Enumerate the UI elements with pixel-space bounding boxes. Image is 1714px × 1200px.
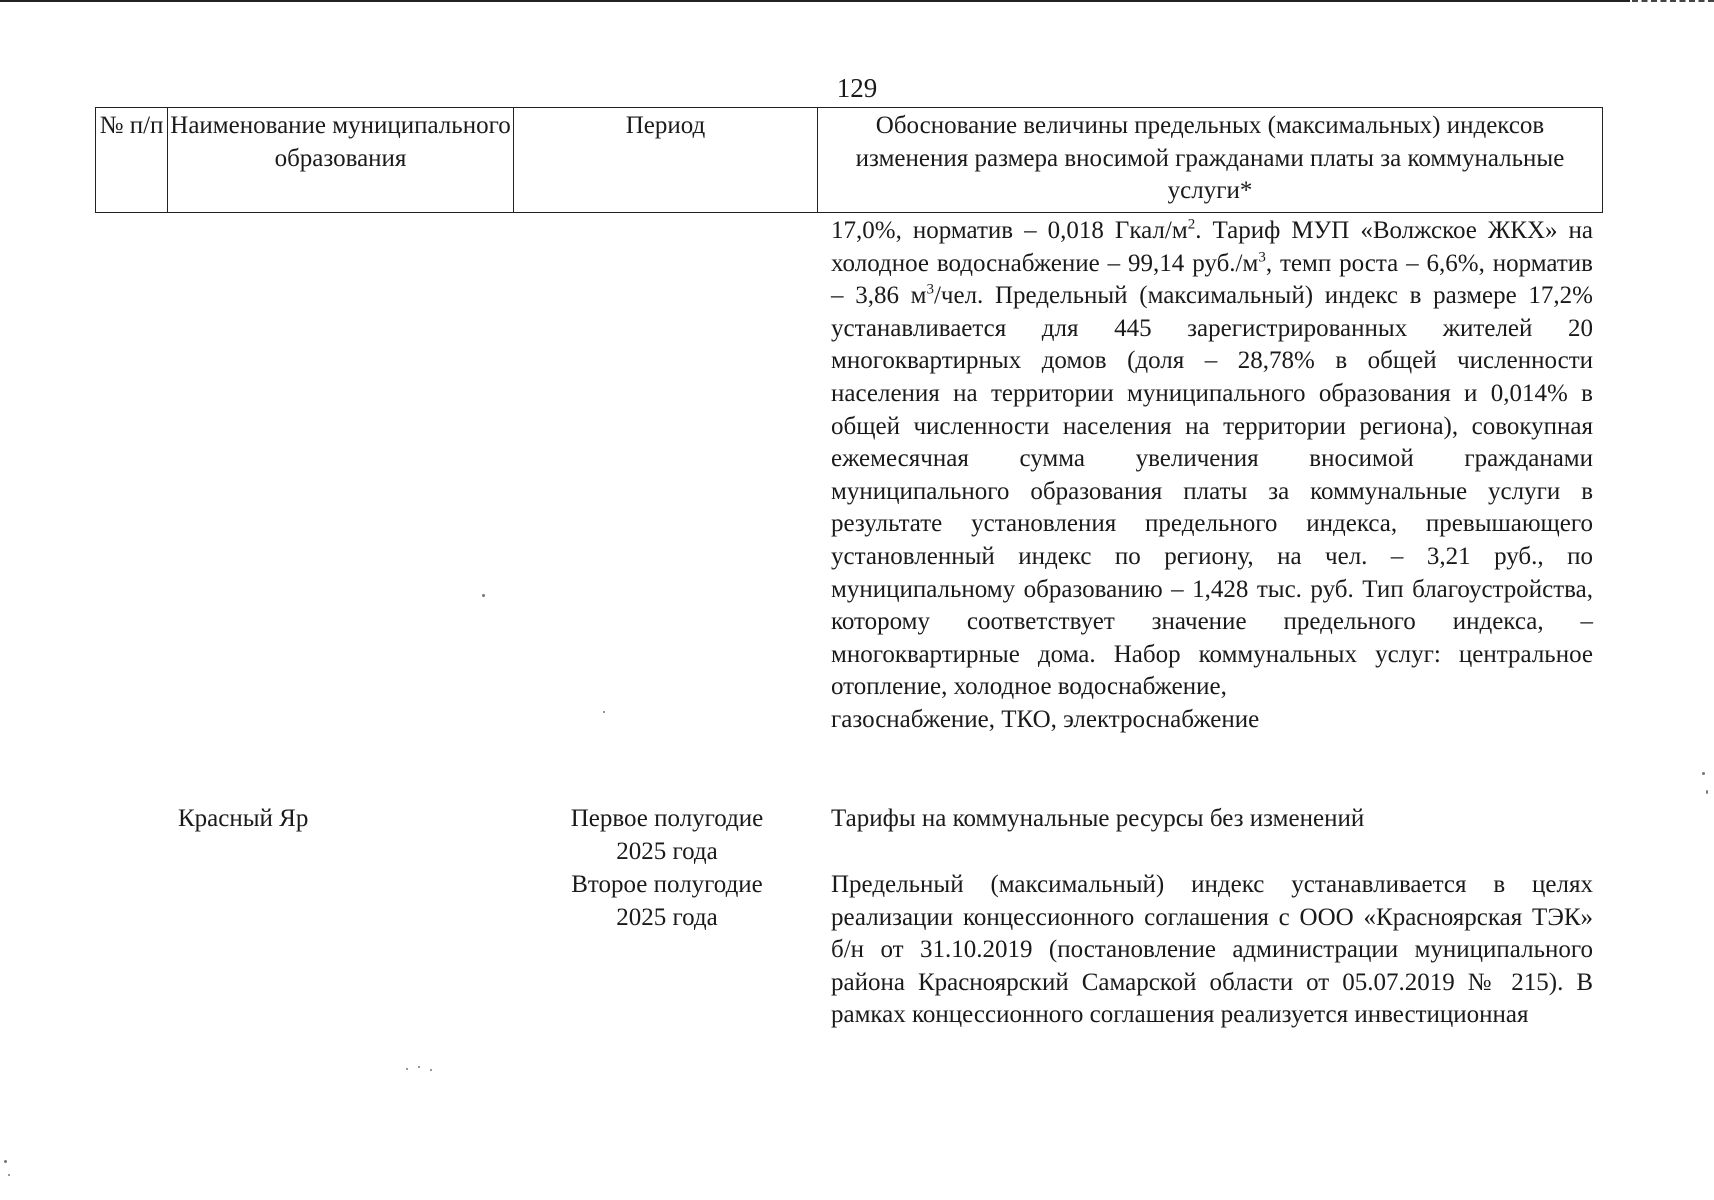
text-last-line: газоснабжение, ТКО, электроснабжение xyxy=(831,705,1260,733)
superscript: 3 xyxy=(1258,249,1266,266)
basis-first-half: Тарифы на коммунальные ресурсы без изменений xyxy=(831,805,1365,832)
basis-second-half: Предельный (максимальный) индекс устанавливается в целях реализации концессионного соглашения с ООО «Красноярская ТЭК» б/н от 31.10.2019 (постановление администрации муниципального района Красноярский Самарской области от 05.07.2019 № 215). В рамках концессионного соглашения реализуется инвестиционная xyxy=(831,871,1593,1029)
scan-speck xyxy=(418,1066,420,1068)
header-municipality: Наименование муниципального образования xyxy=(168,108,514,212)
superscript: 3 xyxy=(926,281,934,298)
scan-speck xyxy=(1702,772,1705,775)
top-scan-edge-dashed xyxy=(1632,0,1714,2)
table-header xyxy=(95,107,1603,213)
period-first-half: Первое полугодие 2025 года xyxy=(570,805,764,865)
scan-speck xyxy=(482,594,485,597)
scan-speck xyxy=(4,1160,7,1163)
superscript: 2 xyxy=(1187,216,1196,233)
municipality-name: Красный Яр xyxy=(178,805,309,832)
top-scan-edge xyxy=(0,0,1630,2)
text-part: , темп роста – 6,6%, норматив – 3,86 м xyxy=(831,249,1593,310)
scan-speck xyxy=(406,1068,408,1070)
header-basis: Обоснование величины предельных (максимальных) индексов изменения размера вносимой гражданами платы за коммунальные услуги* xyxy=(855,112,1565,204)
period-second-half: Второе полугодие 2025 года xyxy=(571,871,763,931)
header-number: № п/п xyxy=(96,108,168,212)
page-number: 129 xyxy=(836,73,878,103)
scan-speck xyxy=(430,1069,432,1071)
scan-speck xyxy=(8,1174,10,1176)
text-part: /чел. Предельный (максимальный) индекс в размере 17,2% устанавливается для 445 зарегистрированных жителей 20 многоквартирных домов (доля – 28,78% в общей численности населения на территории муниципального образования и 0,014% в общей численности населения на территории региона), совокупная ежемесячная сумма увеличения вносимой гражданами муниципального образования платы за коммунальные услуги в результате установления предельного индекса, превышающего установленный индекс по региону, на чел. – 3,21 руб., по муниципальному образованию – 1,428 тыс. руб. Тип благоустройства, которому соответствует значение предельного индекса, – многоквартирные дома. Набор коммунальных услуг: центральное отопление, холодное водоснабжение, xyxy=(831,282,1593,701)
header-period: Период xyxy=(514,108,818,212)
text-part: . Тариф МУП «Волжское ЖКХ» на холодное водоснабжение – 99,14 руб./м xyxy=(831,217,1594,277)
text-part: 17,0%, норматив – 0,018 Гкал/м xyxy=(831,217,1188,244)
basis-continuation-text xyxy=(831,215,1593,737)
scan-speck xyxy=(1706,790,1708,794)
scan-speck xyxy=(603,711,605,713)
